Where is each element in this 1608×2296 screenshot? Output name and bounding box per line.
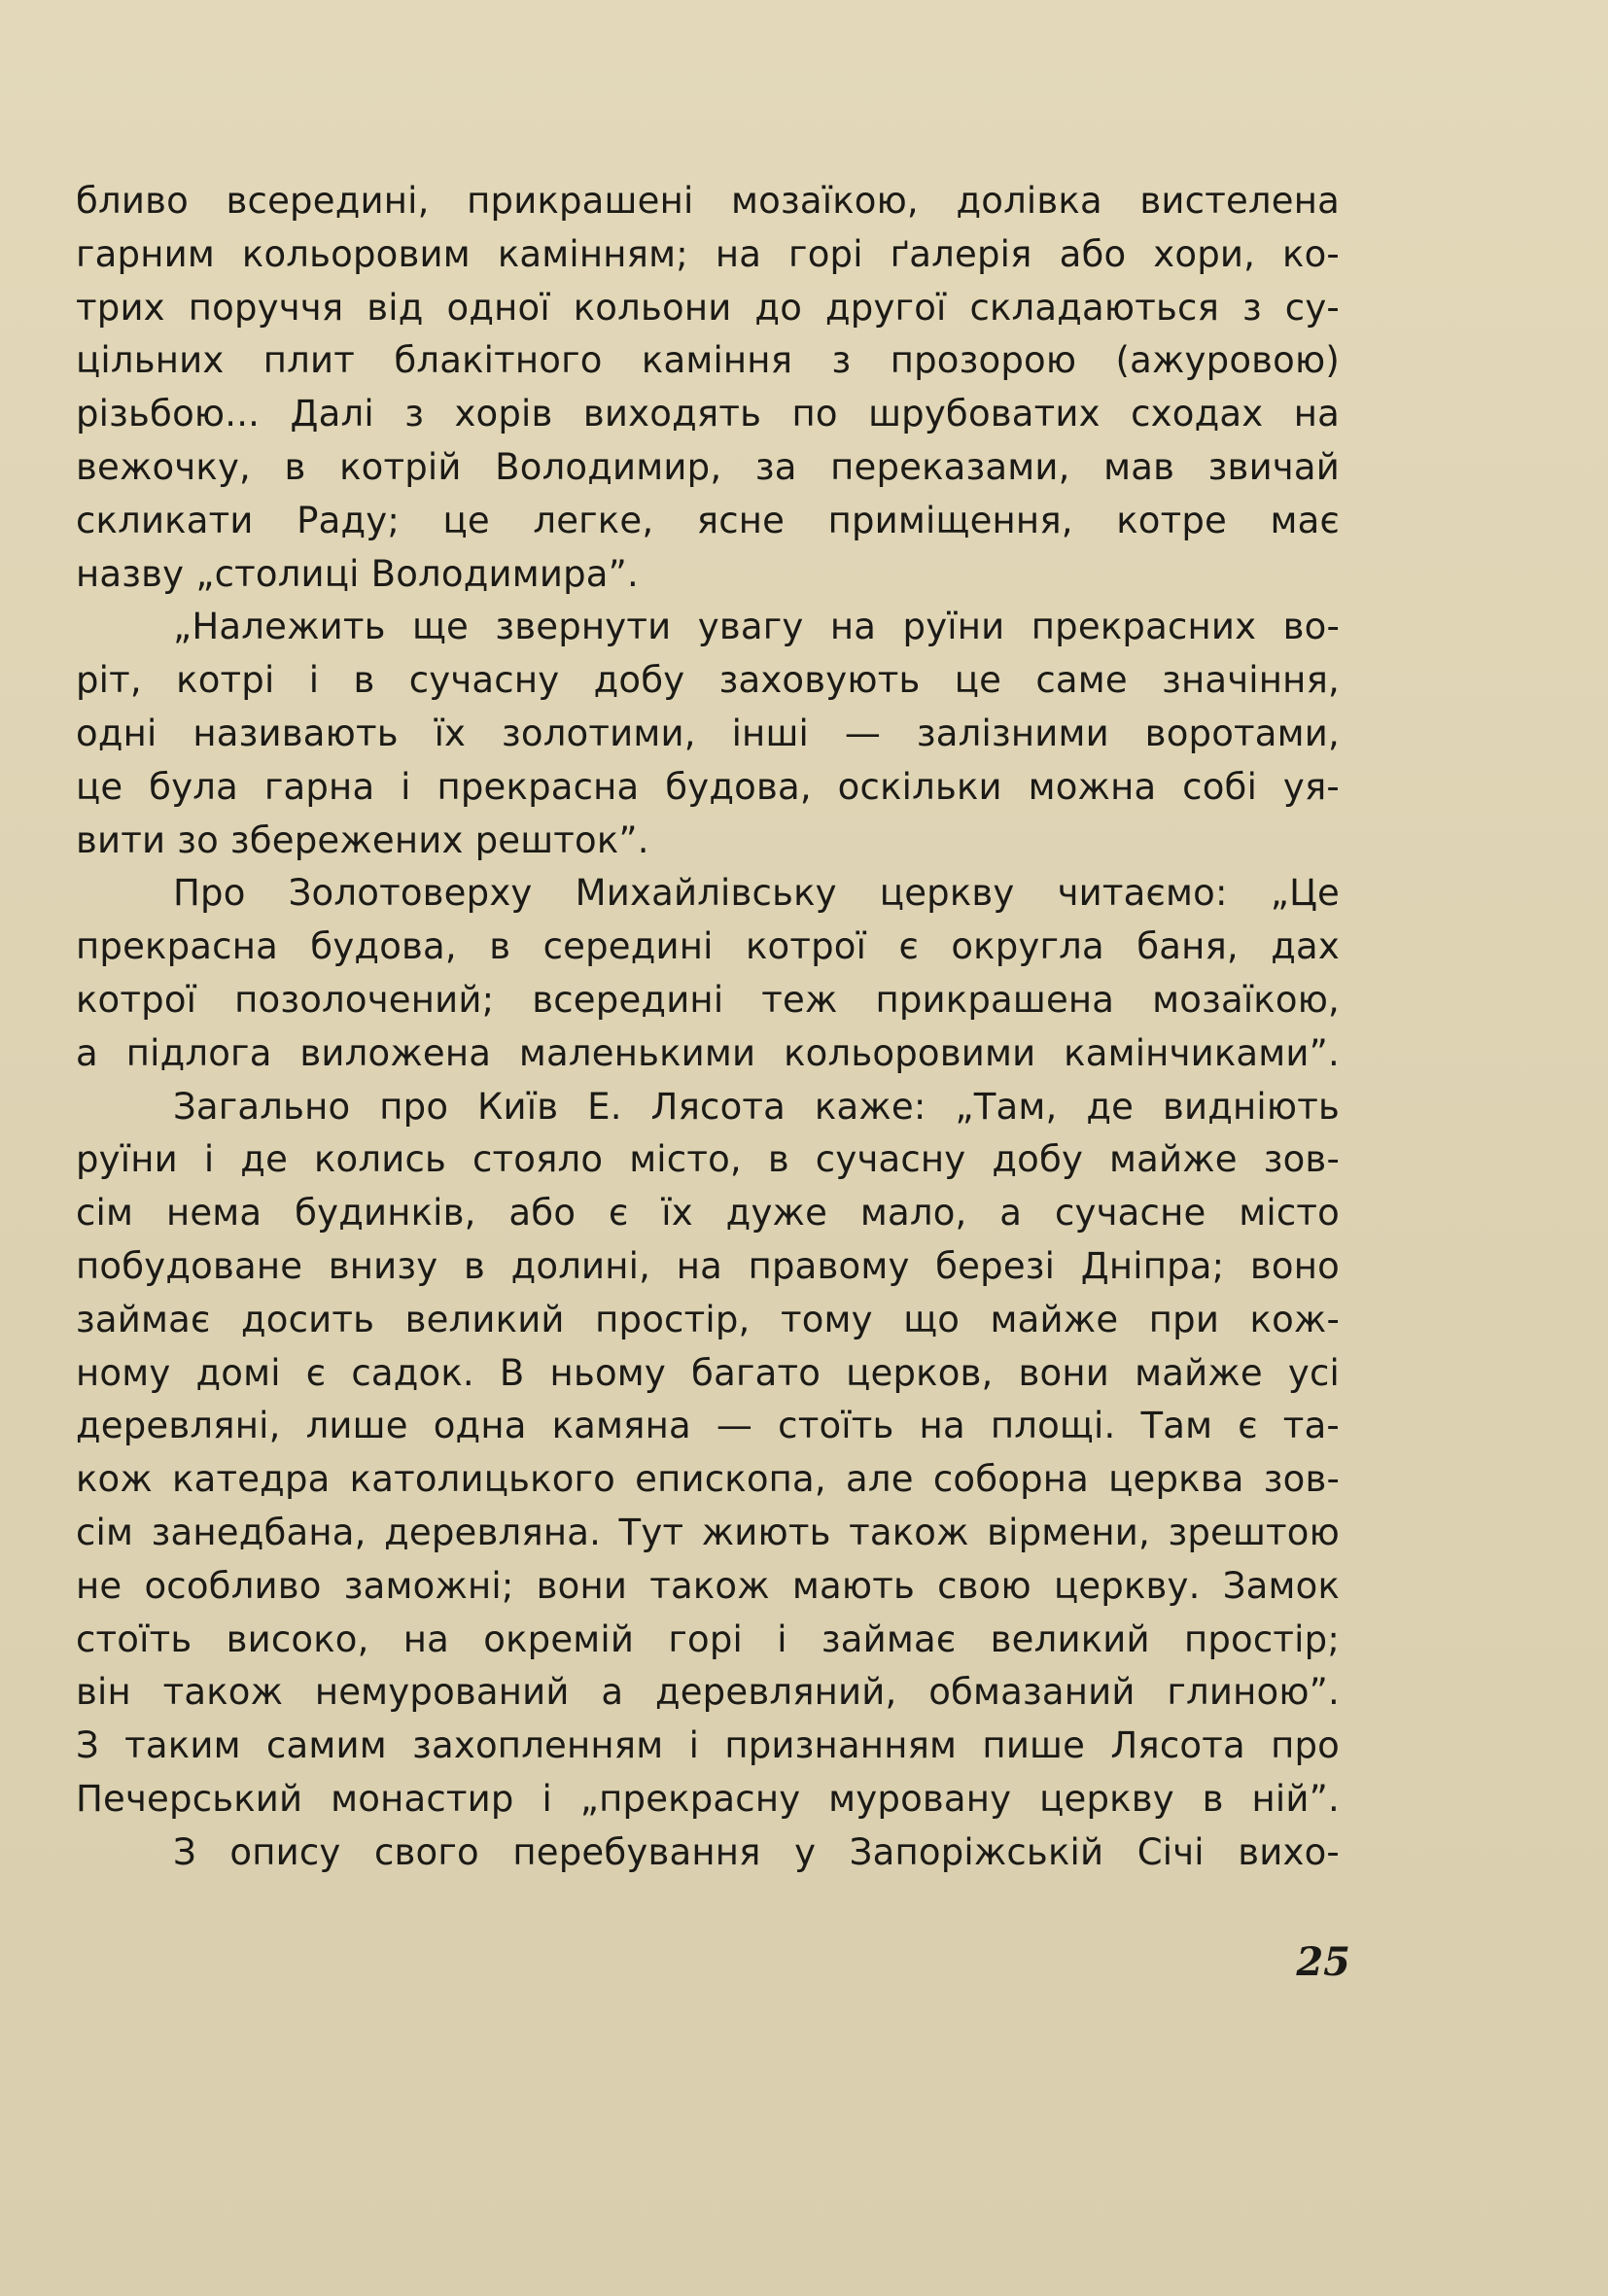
text-line: Печерський монастир і „прекрасну муровану церкву в ній”. — [76, 1777, 1340, 1820]
text-line: гарним кольоровим камінням; на горі ґалерія або хори, ко- — [76, 232, 1340, 275]
text-line: стоїть високо, на окремій горі і займає великий простір; — [76, 1618, 1340, 1660]
text-line: побудоване внизу в долині, на правому березі Дніпра; воно — [76, 1244, 1340, 1287]
text-line: скликати Раду; це легке, ясне приміщення, котре має — [76, 499, 1340, 541]
text-line: це була гарна і прекрасна будова, оскільки можна собі уя- — [76, 765, 1340, 808]
text-line: бливо всередині, прикрашені мозаїкою, долівка вистелена — [76, 180, 1340, 222]
text-line: не особливо заможні; вони також мають свою церкву. Замок — [76, 1564, 1340, 1607]
text-line: різьбою... Далі з хорів виходять по шрубоватих сходах на — [76, 393, 1340, 435]
text-line: вити зо збережених решток”. — [76, 818, 649, 861]
text-line: сім нема будинків, або є їх дуже мало, а сучасне місто — [76, 1192, 1340, 1235]
text-line: Про Золотоверху Михайлівську церкву читаємо: „Це — [173, 872, 1340, 915]
text-line: деревляні, лише одна камяна — стоїть на площі. Там є та- — [76, 1405, 1340, 1447]
text-line: ному домі є садок. В ньому багато церков, вони майже усі — [76, 1351, 1340, 1394]
text-line: Загально про Київ Е. Лясота каже: „Там, де видніють — [173, 1085, 1340, 1128]
text-line: цільних плит блакітного каміння з прозорою (ажуровою) — [76, 339, 1340, 382]
text-line: руїни і де колись стояло місто, в сучасну добу майже зов- — [76, 1138, 1340, 1181]
text-line: „Належить ще звернути увагу на руїни прекрасних во- — [173, 606, 1340, 648]
text-line: а підлога виложена маленькими кольоровими камінчиками”. — [76, 1031, 1340, 1074]
text-line: кож катедра католицького епископа, але соборна церква зов- — [76, 1458, 1340, 1501]
text-line: назву „столиці Володимира”. — [76, 552, 640, 595]
text-line: ріт, котрі і в сучасну добу заховують це саме значіння, — [76, 659, 1340, 702]
text-line: займає досить великий простір, тому що майже при кож- — [76, 1298, 1340, 1340]
page-number: 25 — [1296, 1939, 1350, 1985]
text-line: З таким самим захопленням і признанням пише Лясота про — [76, 1724, 1340, 1767]
text-line: З опису свого перебування у Запоріжській Січі вихо- — [173, 1830, 1340, 1873]
text-line: вежочку, в котрій Володимир, за переказами, мав звичай — [76, 445, 1340, 488]
text-line: сім занедбана, деревляна. Тут жиють також вірмени, зрештою — [76, 1511, 1340, 1553]
text-line: трих поруччя від одної кольони до другої складаються з су- — [76, 286, 1340, 329]
text-line: одні називають їх золотими, інші — залізними воротами, — [76, 712, 1340, 754]
text-line: прекрасна будова, в середині котрої є округла баня, дах — [76, 925, 1340, 968]
text-line: котрої позолочений; всередині теж прикрашена мозаїкою, — [76, 978, 1340, 1021]
body-text — [76, 175, 1340, 1880]
text-line: він також немурований а деревляний, обмазаний глиною”. — [76, 1671, 1340, 1714]
